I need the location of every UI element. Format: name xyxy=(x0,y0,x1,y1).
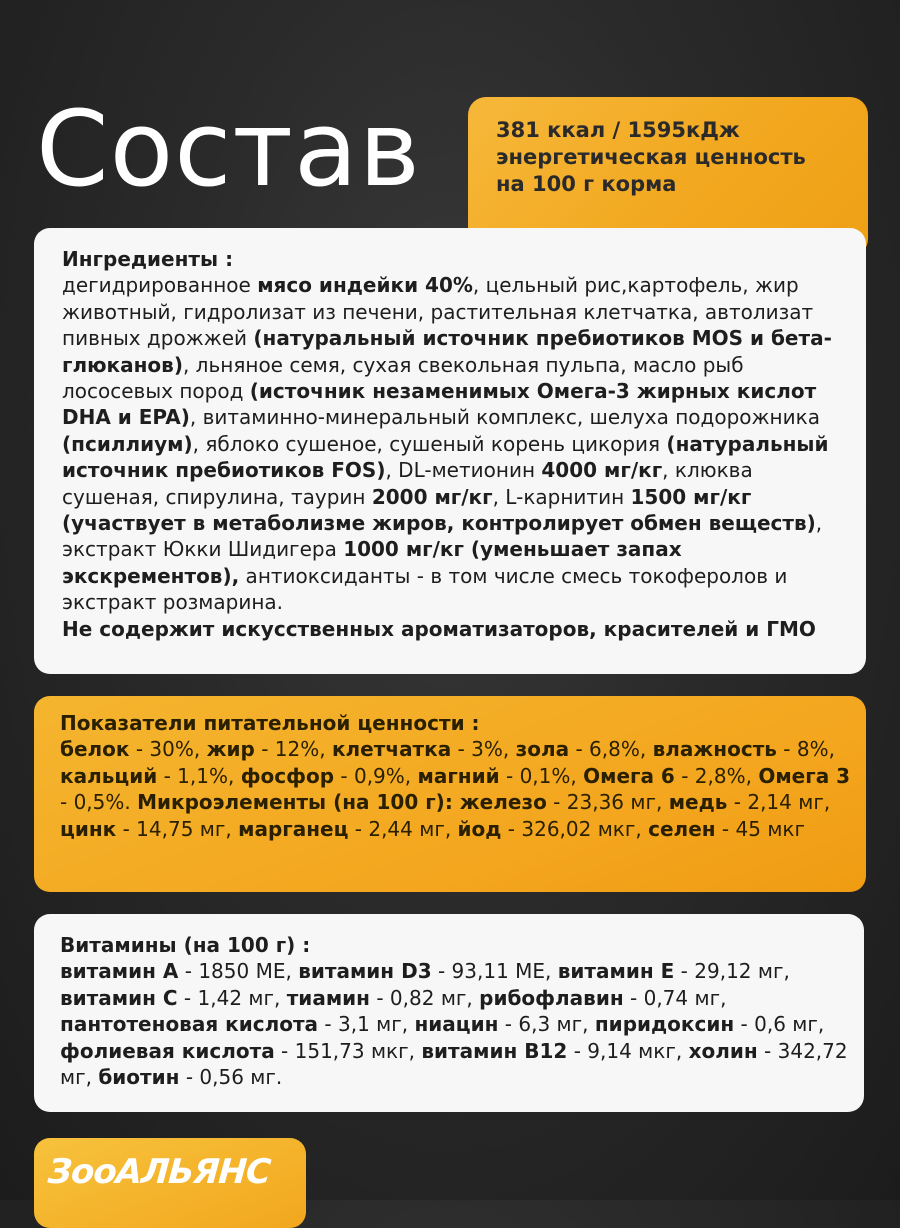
text-segment: - 12%, xyxy=(254,737,332,762)
text-segment: - 6,3 мг, xyxy=(498,1012,595,1037)
text-segment: - 0,82 мг, xyxy=(370,985,480,1010)
text-bold-segment: 1000 мг/кг (уменьшает запах экскрементов), xyxy=(62,537,682,588)
text-bold-segment: тиамин xyxy=(286,985,370,1010)
text-segment: - 45 мкг xyxy=(715,816,805,841)
text-bold-segment: фосфор xyxy=(240,763,335,788)
text-segment: - 0,9%, xyxy=(334,763,418,788)
ingredients-heading: Ингредиенты : xyxy=(62,247,234,271)
text-segment: - 151,73 мкг, xyxy=(274,1038,422,1063)
text-segment: - 342,72 мг, xyxy=(60,1038,848,1090)
text-bold-segment: магний xyxy=(417,763,500,788)
text-segment: , клюква сушеная, спирулина, таурин xyxy=(62,458,753,509)
text-bold-segment: жир xyxy=(206,737,255,762)
text-bold-segment: витамин Е xyxy=(557,959,675,984)
text-bold-segment: белок xyxy=(60,737,130,762)
text-bold-segment: кальций xyxy=(60,763,158,788)
text-bold-segment: пиридоксин xyxy=(594,1012,735,1037)
page-title: Состав xyxy=(36,88,422,210)
text-segment: дегидрированное xyxy=(62,273,258,298)
text-bold-segment: рибофлавин xyxy=(479,985,624,1010)
text-segment: - 8%, xyxy=(776,737,835,762)
text-segment: - 0,6 мг, xyxy=(734,1012,825,1037)
text-bold-segment: марганец xyxy=(238,816,349,841)
text-bold-segment: фолиевая кислота xyxy=(60,1038,275,1063)
nutrition-text xyxy=(60,736,856,842)
text-bold-segment: Омега 6 xyxy=(583,763,675,788)
text-bold-segment: ниацин xyxy=(414,1012,499,1037)
text-bold-segment: клетчатка xyxy=(331,737,452,762)
text-bold-segment: (натуральный источник пребиотиков FOS) xyxy=(62,431,829,483)
text-segment: , яблоко сушеное, сушеный корень цикория xyxy=(192,431,667,456)
text-segment: - 2,14 мг, xyxy=(727,790,831,815)
ingredients-footer: Не содержит искусственных ароматизаторов, красителей и ГМО xyxy=(62,616,816,641)
text-bold-segment: витамин А xyxy=(60,959,179,984)
text-bold-segment: медь xyxy=(668,790,728,815)
text-bold-segment: 4000 мг/кг xyxy=(541,458,663,483)
text-bold-segment: 1500 мг/кг (участвует в метаболизме жиров, контролирует обмен веществ) xyxy=(62,484,816,536)
text-segment: антиоксиданты - в том числе смесь токоферолов и экстракт розмарина. xyxy=(62,563,788,615)
text-bold-segment: пантотеновая кислота xyxy=(60,1012,319,1037)
text-bold-segment: цинк xyxy=(60,816,117,841)
energy-per-unit: на 100 г корма xyxy=(496,172,677,196)
text-segment: , L-карнитин xyxy=(492,484,631,509)
text-bold-segment: (источник незаменимых Омега-3 жирных кислот DHA и EPA) xyxy=(62,379,817,430)
text-segment: , DL-метионин xyxy=(385,458,542,483)
text-bold-segment: 2000 мг/кг xyxy=(371,484,493,509)
text-segment: - 6,8%, xyxy=(569,737,653,762)
text-bold-segment: йод xyxy=(457,816,502,841)
text-segment: - 1850 МЕ, xyxy=(178,959,299,984)
vitamins-text xyxy=(60,958,852,1090)
text-segment: - 23,36 мг, xyxy=(546,790,669,815)
text-segment: , витаминно-минеральный комплекс, шелуха подорожника xyxy=(189,405,820,430)
text-segment: - 0,1%, xyxy=(499,763,584,788)
text-bold-segment: биотин xyxy=(98,1065,180,1090)
brand-logo-text: ЗооАЛЬЯНС xyxy=(46,1152,272,1192)
text-bold-segment: витамин В12 xyxy=(421,1038,568,1063)
text-bold-segment: витамин D3 xyxy=(298,959,432,984)
text-segment: - 9,14 мкг, xyxy=(567,1038,689,1063)
text-segment: - 0,56 мг. xyxy=(179,1065,283,1090)
text-segment: - 326,02 мкг, xyxy=(501,816,649,841)
text-bold-segment: (псиллиум) xyxy=(62,431,193,456)
text-segment: - 29,12 мг, xyxy=(674,959,790,984)
text-bold-segment: холин xyxy=(688,1038,758,1063)
text-segment: - 2,8%, xyxy=(674,763,759,788)
text-bold-segment: мясо индейки 40% xyxy=(257,273,473,298)
text-segment: , цельный рис,картофель, жир животный, гидролизат из печени, растительная клетчатка, автолизат пивных дрожжей xyxy=(62,273,814,351)
text-segment: - 0,74 мг, xyxy=(623,985,727,1010)
text-bold-segment: влажность xyxy=(652,737,777,762)
nutrition-heading: Показатели питательной ценности : xyxy=(60,711,480,735)
text-segment: , экстракт Юкки Шидигера xyxy=(62,511,823,562)
energy-kcal: 381 ккал / 1595кДж xyxy=(496,118,740,142)
text-bold-segment: (натуральный источник пребиотиков MOS и бета-глюканов) xyxy=(62,326,832,377)
text-segment: - 2,44 мг, xyxy=(348,816,458,841)
text-segment: - 93,11 МЕ, xyxy=(431,959,558,984)
text-bold-segment: зола xyxy=(515,737,570,762)
energy-label: энергетическая ценность xyxy=(496,145,806,169)
text-segment: - 14,75 мг, xyxy=(116,816,239,841)
ingredients-card xyxy=(34,228,866,674)
text-bold-segment: Микроэлементы (на 100 г): железо xyxy=(137,790,547,815)
text-segment: - 0,5%. xyxy=(60,790,138,815)
text-segment: , льняное семя, сухая свекольная пульпа, масло рыб лососевых пород xyxy=(62,352,744,404)
brand-logo xyxy=(34,1138,306,1228)
text-segment: - 3%, xyxy=(451,737,516,762)
text-segment: - 1,1%, xyxy=(157,763,241,788)
vitamins-card xyxy=(34,914,864,1112)
text-bold-segment: селен xyxy=(648,816,716,841)
vitamins-heading: Витамины (на 100 г) : xyxy=(60,933,311,957)
text-segment: - 30%, xyxy=(129,737,207,762)
text-segment: - 3,1 мг, xyxy=(318,1012,415,1037)
ingredients-text xyxy=(62,272,846,615)
text-segment: - 1,42 мг, xyxy=(177,985,287,1010)
text-bold-segment: витамин С xyxy=(60,985,178,1010)
text-bold-segment: Омега 3 xyxy=(758,763,851,788)
nutrition-card xyxy=(34,696,866,892)
